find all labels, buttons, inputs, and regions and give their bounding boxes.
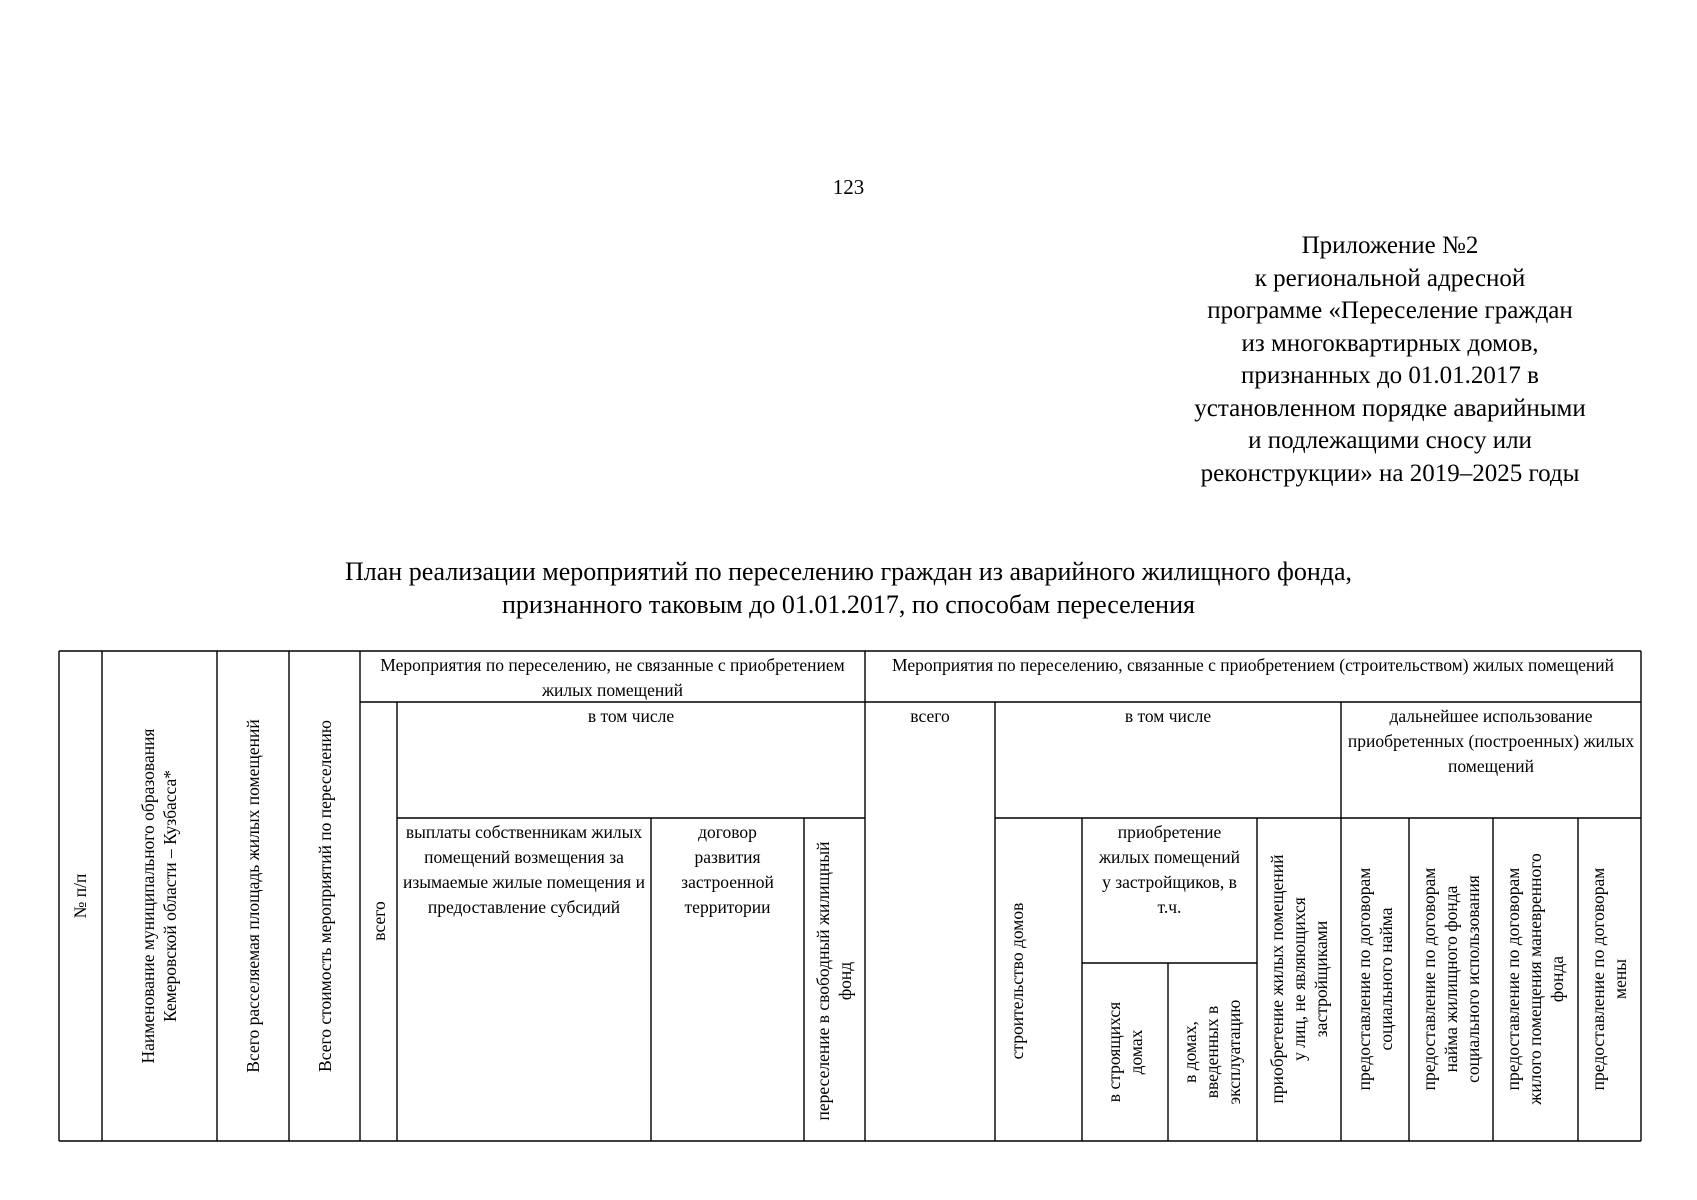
title-line-1: План реализации мероприятий по переселению граждан из аварийного жилищного фонда, <box>344 557 1353 586</box>
header-number: № п/п <box>70 873 90 919</box>
header-commissioned: в домах, введенных в эксплуатацию <box>1180 999 1244 1105</box>
appendix-line: реконструкции» на 2019–2025 годы <box>1200 459 1580 487</box>
appendix-line: и подлежащими сносу или <box>1248 427 1532 454</box>
header-payments: выплаты собственникам жилых помещений возмещения за изымаемые жилые помещения и предоставление субсидий <box>403 822 645 917</box>
header-not-related: Мероприятия по переселению, не связанные с приобретением жилых помещений <box>380 655 845 700</box>
title-line-2: признанного таковым до 01.01.2017, по способам переселения <box>502 590 1195 619</box>
header-total-area: Всего расселяемая площадь жилых помещений <box>243 719 263 1073</box>
appendix-line: программе «Переселение граждан <box>1207 297 1573 324</box>
header-social-use-rent: предоставление по договорам найма жилищного фонда социального использования <box>1419 867 1483 1091</box>
header-nr-total: всего <box>369 901 389 941</box>
header-non-developers: приобретение жилых помещений у лиц, не являющихся застройщиками <box>1267 854 1331 1104</box>
header-exchange: предоставление по договорам мены <box>1588 867 1630 1091</box>
appendix-line: из многоквартирных домов, <box>1241 329 1539 357</box>
header-further-use: дальнейшее использование приобретенных (построенных) жилых помещений <box>1347 706 1635 776</box>
header-r-total: всего <box>910 706 950 726</box>
header-construction: строительство домов <box>1007 902 1027 1060</box>
header-r-including: в том числе <box>1124 706 1212 726</box>
header-related: Мероприятия по переселению, связанные с приобретением (строительством) жилых помещений <box>892 655 1614 675</box>
appendix-line: признанных до 01.01.2017 в <box>1241 362 1539 389</box>
appendix-line: к региональной адресной <box>1254 264 1526 292</box>
header-nr-including: в том числе <box>587 706 675 726</box>
document-title <box>0 555 1697 621</box>
appendix-line: Приложение №2 <box>1301 232 1479 259</box>
header-territory: договор развития застроенной территории <box>681 822 774 917</box>
header-municipality: Наименование муниципального образования Кемеровской области – Кузбасса* <box>138 728 180 1064</box>
header-free-fund: переселение в свободный жилищный фонд <box>813 841 855 1121</box>
plan-table <box>59 651 1641 1141</box>
header-developers: приобретение жилых помещений у застройщиков, в т.ч. <box>1098 822 1241 917</box>
header-maneuver-fund: предоставление по договорам жилого помещения маневренного фонда <box>1503 853 1567 1105</box>
header-under-construction: в строящихся домах <box>1104 1001 1146 1103</box>
header-social-rent: предоставление по договорам социального найма <box>1354 867 1396 1091</box>
appendix-block <box>1150 230 1630 490</box>
header-total-cost: Всего стоимость мероприятий по переселению <box>315 720 335 1072</box>
page-number: 123 <box>832 175 865 199</box>
appendix-line: установленном порядке аварийными <box>1194 394 1586 422</box>
